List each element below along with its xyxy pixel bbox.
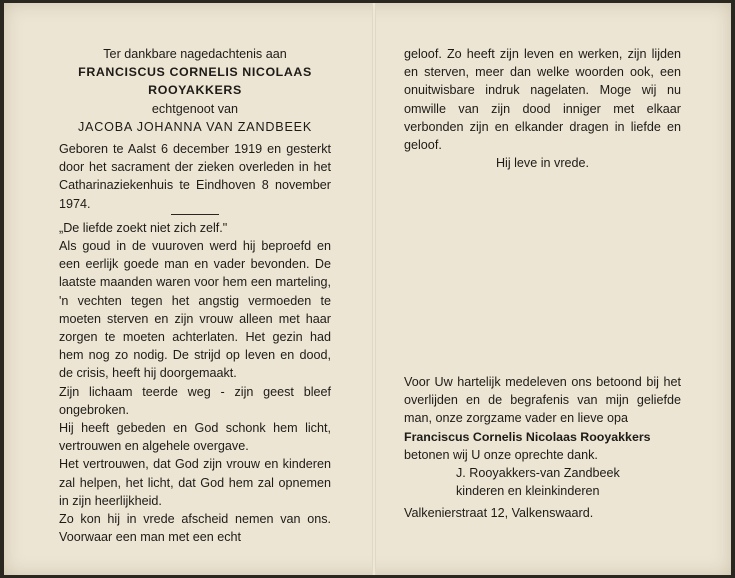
closing-line: Hij leve in vrede.: [495, 156, 590, 171]
thanks-block: [404, 373, 681, 523]
card-fold: [372, 3, 376, 575]
spouse-name: JACOBA JOHANNA VAN ZANDBEEK: [77, 119, 313, 134]
signature-line-1: J. Rooyakkers-van Zandbeek: [456, 466, 620, 481]
tribute-paragraph-1: Als goud in de vuuroven werd hij beproefd en een eerlijk goede man en vader bevonden. De laatste maanden waren voor hem een marteling, 'n vechten tegen het angstig vermoeden te moeten sterven en zijn vrouw alleen met haar zorgen te moeten achterlaten. Het gezin had hem nog zo nodig. De strijd op leven en dood, de crisis, heeft hij doorgemaakt.: [59, 239, 331, 381]
tribute-paragraph-5: Zo kon hij in vrede afscheid nemen van ons. Voorwaar een man met een echt: [59, 512, 331, 545]
address-line: Valkenierstraat 12, Valkenswaard.: [404, 506, 594, 521]
intro-text: Ter dankbare nagedachtenis aan: [103, 47, 287, 61]
deceased-name-line2: ROOYAKKERS: [148, 83, 242, 98]
thanks-text: Voor Uw hartelijk medeleven ons betoond bij het overlijden en de begrafenis van mijn geliefde man, onze zorgzame vader en lieve opa: [404, 375, 681, 426]
right-panel: [404, 45, 681, 521]
tribute-paragraph-3: Hij heeft gebeden en God schonk hem licht, vertrouwen en algehele overgave.: [59, 421, 331, 454]
thanks-end: betonen wij U onze oprechte dank.: [404, 447, 598, 462]
memorial-card: [4, 3, 731, 575]
signature-line-2: kinderen en kleinkinderen: [456, 484, 600, 499]
tribute-continuation: geloof. Zo heeft zijn leven en werken, zijn lijden en sterven, meer dan welke woorden ook, een onuitwisbare indruk nagelaten. Moge wij nu omwille van zijn dood inniger met elkaar verbonden zijn en elkander dragen in liefde en geloof.: [404, 47, 681, 153]
birth-death-text: Geboren te Aalst 6 december 1919 en gesterkt door het sacrament der zieken overleden in het Catharinaziekenhuis te Eindhoven 8 november 1974.: [59, 142, 331, 211]
quote-text: „De liefde zoekt niet zich zelf.": [59, 220, 228, 235]
deceased-name-line1: FRANCISCUS CORNELIS NICOLAAS: [78, 65, 312, 80]
relation-text: echtgenoot van: [151, 101, 239, 116]
thanks-name: Franciscus Cornelis Nicolaas Rooyakkers: [404, 429, 651, 444]
tribute-paragraph-2: Zijn lichaam teerde weg - zijn geest bleef ongebroken.: [59, 384, 331, 417]
left-panel: [59, 45, 331, 546]
divider-line: [171, 214, 219, 215]
tribute-paragraph-4: Het vertrouwen, dat God zijn vrouw en kinderen zal helpen, het licht, dat God hem zal opnemen in zijn heerlijkheid.: [59, 457, 331, 508]
